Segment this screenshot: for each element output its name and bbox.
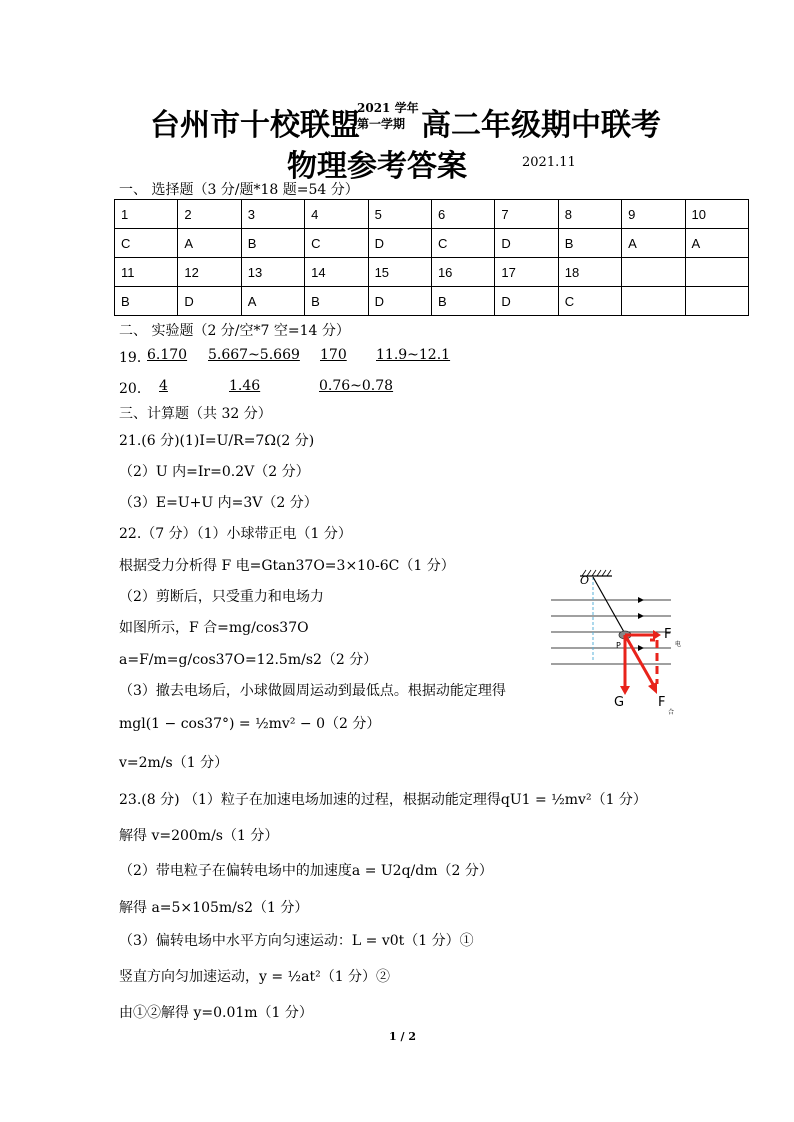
- q21-line-2: （2）U 内=Ir=0.2V（2 分）: [119, 464, 310, 480]
- title-part-b: 高二年级期中联考: [421, 108, 661, 143]
- answer-table: [114, 199, 749, 316]
- table-cell: B: [431, 287, 494, 316]
- table-row: [115, 287, 749, 316]
- table-cell: 2: [178, 200, 241, 229]
- q19-answer-3: 170: [320, 347, 347, 363]
- table-cell: 16: [431, 258, 494, 287]
- label-F-electric: F: [664, 627, 672, 642]
- section-heading-choice: 一、 选择题（3 分/题*18 题=54 分）: [119, 182, 359, 198]
- table-cell: D: [368, 287, 431, 316]
- table-cell: 17: [495, 258, 558, 287]
- q22-line-2: 根据受力分析得 F 电=Gtan37O=3×10-6C（1 分）: [119, 558, 455, 574]
- q21-line-1: 21.(6 分)(1)I=U/R=7Ω(2 分): [119, 433, 315, 449]
- string-line: [593, 577, 624, 632]
- q20-answer-1: 4: [159, 378, 168, 394]
- title-year: 2021 学年: [357, 101, 419, 115]
- table-cell: B: [115, 287, 178, 316]
- q21-line-3: （3）E=U+U 内=3V（2 分）: [119, 495, 318, 511]
- table-cell: 11: [115, 258, 178, 287]
- label-F-electric-sub: 电: [675, 641, 682, 648]
- table-cell: C: [305, 229, 368, 258]
- q19-answer-1: 6.170: [147, 347, 188, 363]
- q22-line-1: 22.（7 分）（1）小球带正电（1 分）: [119, 526, 352, 542]
- table-cell: 12: [178, 258, 241, 287]
- table-cell: C: [431, 229, 494, 258]
- q23-line-3: （2）带电粒子在偏转电场中的加速度a = U2q/dm（2 分）: [119, 863, 493, 879]
- page-number: 1 / 2: [389, 1030, 416, 1043]
- label-F-net: F: [658, 695, 666, 710]
- title-term: 第一学期: [357, 117, 406, 131]
- table-cell: 15: [368, 258, 431, 287]
- q19-answer-4: 11.9~12.1: [376, 347, 451, 363]
- label-O: O: [580, 574, 590, 587]
- table-cell: 10: [685, 200, 748, 229]
- q22-line-5: a=F/m=g/cos37O=12.5m/s2（2 分）: [119, 652, 378, 668]
- force-arrows: [620, 630, 661, 695]
- table-cell: [685, 287, 748, 316]
- page-subtitle: 物理参考答案: [287, 149, 467, 184]
- label-P: P: [616, 641, 621, 650]
- table-row: [115, 229, 749, 258]
- table-cell: 3: [241, 200, 304, 229]
- q20-answer-2: 1.46: [229, 378, 261, 394]
- table-cell: 5: [368, 200, 431, 229]
- table-cell: 18: [558, 258, 621, 287]
- q22-line-6: （3）撤去电场后，小球做圆周运动到最低点。根据动能定理得: [119, 683, 506, 699]
- q20-answer-3: 0.76~0.78: [319, 378, 394, 394]
- q20-label: 20．: [119, 381, 151, 397]
- table-cell: B: [558, 229, 621, 258]
- table-cell: C: [115, 229, 178, 258]
- table-cell: B: [241, 229, 304, 258]
- table-cell: [622, 287, 685, 316]
- table-cell: A: [685, 229, 748, 258]
- q23-line-5: （3）偏转电场中水平方向匀速运动：L = v0t（1 分）①: [119, 933, 474, 949]
- table-cell: D: [495, 229, 558, 258]
- table-cell: D: [495, 287, 558, 316]
- table-row: [115, 200, 749, 229]
- force-diagram: [546, 568, 686, 718]
- table-cell: B: [305, 287, 368, 316]
- table-cell: 13: [241, 258, 304, 287]
- table-cell: 6: [431, 200, 494, 229]
- section-heading-experiment: 二、 实验题（2 分/空*7 空=14 分）: [119, 323, 350, 339]
- q23-line-6: 竖直方向匀加速运动，y = ½at²（1 分）②: [119, 969, 391, 985]
- table-row: [115, 258, 749, 287]
- table-cell: [622, 258, 685, 287]
- exam-date: 2021.11: [522, 155, 576, 170]
- q22-line-4: 如图所示，F 合=mg/cos37O: [119, 620, 309, 636]
- q23-line-7: 由①②解得 y=0.01m（1 分）: [119, 1005, 313, 1021]
- q22-line-7: mgl(1 − cos37°) = ½mv² − 0（2 分）: [119, 716, 381, 732]
- q19-answer-2: 5.667~5.669: [208, 347, 300, 363]
- table-cell: C: [558, 287, 621, 316]
- q23-line-4: 解得 a=5×105m/s2（1 分）: [119, 900, 309, 916]
- table-cell: 9: [622, 200, 685, 229]
- q22-line-3: （2）剪断后，只受重力和电场力: [119, 589, 324, 605]
- table-cell: 7: [495, 200, 558, 229]
- label-G: G: [614, 695, 625, 710]
- section-heading-calculation: 三、计算题（共 32 分）: [119, 406, 272, 422]
- q23-line-1: 23.(8 分) （1）粒子在加速电场加速的过程，根据动能定理得qU1 = ½mv²（1 分）: [119, 792, 647, 808]
- label-F-net-sub: 合: [668, 709, 675, 716]
- q22-line-8: v=2m/s（1 分）: [119, 755, 229, 771]
- table-cell: A: [241, 287, 304, 316]
- table-cell: 1: [115, 200, 178, 229]
- table-cell: 14: [305, 258, 368, 287]
- table-cell: D: [368, 229, 431, 258]
- table-cell: 4: [305, 200, 368, 229]
- q23-line-2: 解得 v=200m/s（1 分）: [119, 828, 279, 844]
- table-cell: A: [622, 229, 685, 258]
- table-cell: [685, 258, 748, 287]
- table-cell: 8: [558, 200, 621, 229]
- q19-label: 19．: [119, 350, 151, 366]
- title-part-a: 台州市十校联盟: [150, 108, 360, 143]
- table-cell: A: [178, 229, 241, 258]
- table-cell: D: [178, 287, 241, 316]
